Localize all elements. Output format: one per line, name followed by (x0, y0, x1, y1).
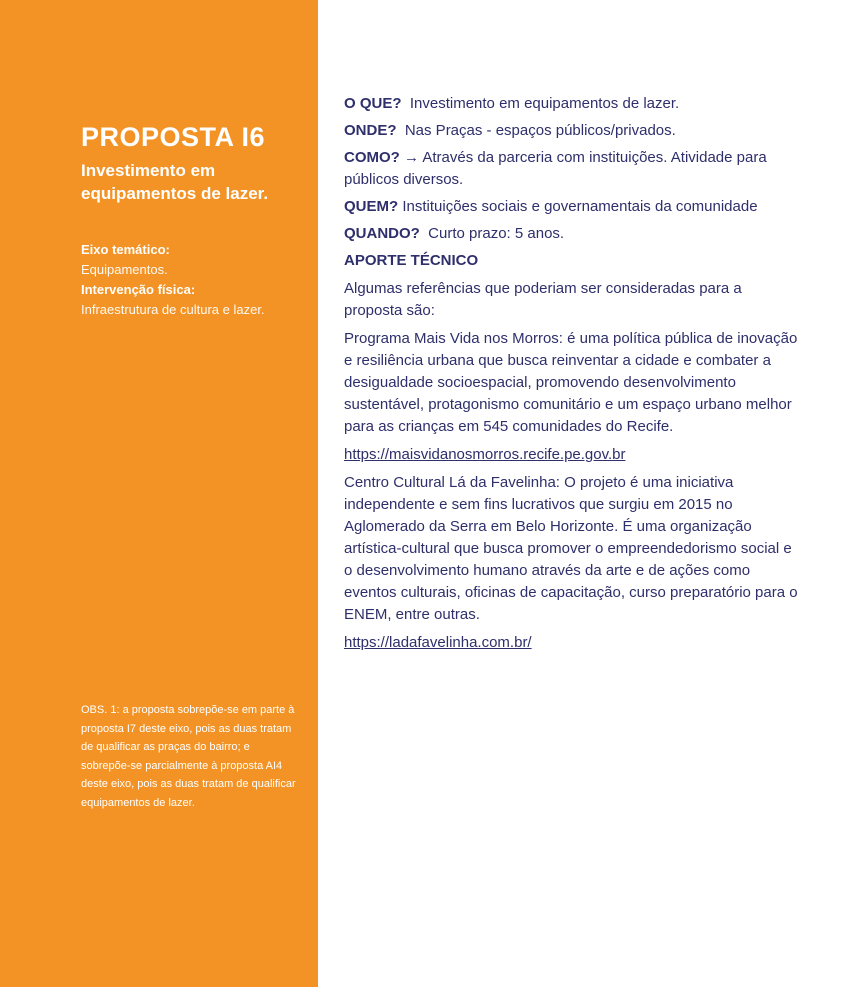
oque-value: Investimento em equipamentos de lazer. (409, 95, 680, 112)
eixo-label: Eixo temático: (81, 242, 170, 257)
como-value: → Através da parceria com instituições. Atividade para públicos diversos. (344, 149, 767, 188)
onde-label: ONDE? (344, 122, 397, 139)
main-content (344, 93, 804, 660)
ref1-link[interactable]: https://maisvidanosmorros.recife.pe.gov.br (344, 446, 626, 463)
ref2-text: Centro Cultural Lá da Favelinha: O projeto é uma iniciativa independente e sem fins lucrativos que surgiu em 2015 no Aglomerado da Serra em Belo Horizonte. É uma organização artística-cultural que busca promover o empreendedorismo social e o desenvolvimento humano através da arte e de ações como eventos culturais, oficinas de capacitação, curso preparatório para o ENEM, entre outras. (344, 474, 798, 623)
aporte-heading: APORTE TÉCNICO (344, 252, 479, 269)
oque-row (344, 93, 804, 115)
quem-row (344, 196, 804, 218)
como-label: COMO? (344, 149, 400, 166)
eixo-value: Equipamentos. (81, 262, 168, 277)
quando-label: QUANDO? (344, 225, 420, 242)
onde-value: Nas Praças - espaços públicos/privados. (404, 122, 676, 139)
onde-row (344, 120, 804, 142)
quem-label: QUEM? (344, 198, 399, 215)
intervencao-label: Intervenção física: (81, 282, 196, 297)
sidebar-panel (0, 0, 318, 987)
proposal-title: PROPOSTA I6 (81, 122, 266, 152)
ref1-text: Programa Mais Vida nos Morros: é uma política pública de inovação e resiliência urbana que busca reinventar a cidade e combater a desigualdade socioespacial, promovendo desenvolvimento sustentável, protagonismo comunitário e um espaço urbano melhor para as crianças em 545 comunidades do Recife. (344, 330, 798, 435)
ref2-link[interactable]: https://ladafavelinha.com.br/ (344, 634, 532, 651)
oque-label: O QUE? (344, 95, 402, 112)
quando-value: Curto prazo: 5 anos. (428, 225, 565, 242)
quando-row (344, 223, 804, 245)
proposal-meta (81, 240, 301, 320)
proposal-subtitle: Investimento em equipamentos de lazer. (81, 161, 269, 203)
intro-text: Algumas referências que poderiam ser consideradas para a proposta são: (344, 280, 742, 319)
intervencao-value: Infraestrutura de cultura e lazer. (81, 302, 265, 317)
obs-note: OBS. 1: a proposta sobrepõe-se em parte à proposta I7 deste eixo, pois as duas tratam de qualificar as praças do bairro; e sobrepõe-se parcialmente à proposta AI4 deste eixo, pois as duas tratam de qualificar equipamentos de lazer. (81, 704, 296, 809)
quem-value: Instituições sociais e governamentais da comunidade (402, 198, 758, 215)
como-row (344, 147, 804, 191)
